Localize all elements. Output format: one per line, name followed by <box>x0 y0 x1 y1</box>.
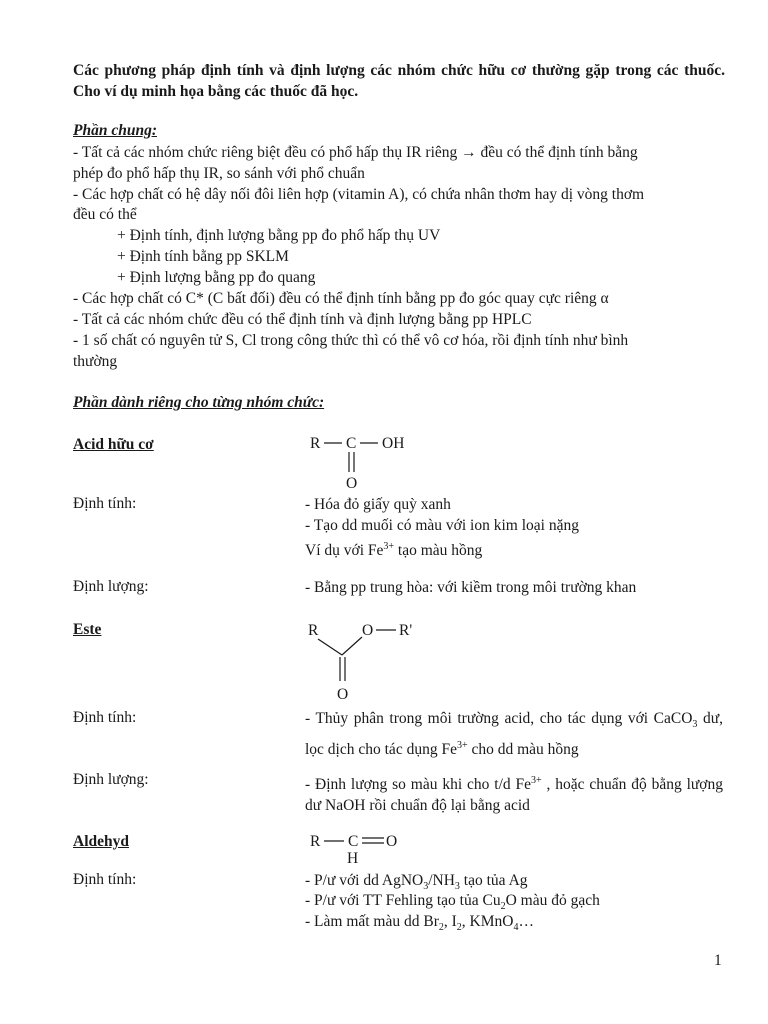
general-line: thường <box>73 353 118 370</box>
ester-section-title: Este <box>73 621 102 638</box>
general-line: + Định lượng bằng pp đo quang <box>117 269 316 286</box>
ester-qual-text: - Thủy phân trong môi trường acid, cho tác dụng với CaCO$_3$ dư, lọc dịch cho tác dụng $Fe^{3+}$ cho dd màu hồng <box>305 710 724 759</box>
specific-heading: Phần dành riêng cho từng nhóm chức: <box>73 394 325 411</box>
general-line: - 1 số chất có nguyên tử S, Cl trong công thức thì có thể vô cơ hóa, rồi định tính như bình <box>73 332 629 349</box>
atom-r: R <box>310 435 321 452</box>
acid-section-title: Acid hữu cơ <box>73 436 154 453</box>
general-line: đều có thể <box>73 206 137 223</box>
general-line: phép đo phổ hấp thụ IR, so sánh với phổ chuẩn <box>73 165 365 182</box>
aldehyd-qual-line: - P/ư với dd $AgNO_3/NH_3$ tạo tủa Ag <box>305 872 528 893</box>
acid-qual-line: - Hóa đỏ giấy quỳ xanh <box>305 496 451 513</box>
general-line: - Các hợp chất có hệ dây nối đôi liên hợp (vitamin A), có chứa nhân thơm hay dị vòng thơm <box>73 186 645 203</box>
aldehyd-qual-line: - Làm mất màu dd $Br_2$, $I_2$, KMnO$_4$… <box>305 913 534 934</box>
general-line: + Định tính bằng pp SKLM <box>117 248 289 265</box>
ester-quant-label: Định lượng: <box>73 771 149 788</box>
atom-r: R <box>308 622 319 639</box>
acid-qual-line: Ví dụ với $Fe^{3+}$ tạo màu hồng <box>305 541 483 560</box>
aldehyd-section-title: Aldehyd <box>73 833 129 850</box>
aldehyde-structure <box>300 828 430 868</box>
atom-r-prime: R' <box>399 622 413 639</box>
atom-h: H <box>347 850 359 867</box>
general-line: + Định tính, định lượng bằng pp đo phổ hấp thụ UV <box>117 227 441 244</box>
atom-o: O <box>346 475 358 492</box>
acid-qual-label: Định tính: <box>73 495 137 512</box>
acid-quant-label: Định lượng: <box>73 578 149 595</box>
general-line: - Tất cả các nhóm chức riêng biệt đều có phổ hấp thụ IR riêng → đều có thể định tính bằng <box>73 144 638 161</box>
atom-o: O <box>386 833 398 850</box>
acid-qual-line: - Tạo dd muối có màu với ion kim loại nặng <box>305 517 579 534</box>
ester-qual-label: Định tính: <box>73 709 137 726</box>
atom-r: R <box>310 833 321 850</box>
ester-structure <box>300 615 430 707</box>
general-heading: Phần chung: <box>73 122 157 139</box>
acid-quant-line: - Bằng pp trung hòa: với kiềm trong môi trường khan <box>305 579 637 596</box>
document-title: Các phương pháp định tính và định lượng các nhóm chức hữu cơ thường gặp trong các thuốc. Cho ví dụ minh họa bằng các thuốc đã học. <box>73 62 725 100</box>
atom-c: C <box>348 833 359 850</box>
general-line: - Tất cả các nhóm chức đều có thể định tính và định lượng bằng pp HPLC <box>73 311 532 328</box>
atom-o: O <box>362 622 374 639</box>
atom-c: C <box>346 435 357 452</box>
atom-oh: OH <box>382 435 405 452</box>
ester-quant-text: - Định lượng so màu khi cho t/d $Fe^{3+}$ , hoặc chuẩn độ bằng lượng dư NaOH rồi chuẩn độ lại bằng acid <box>305 775 723 815</box>
page-number: 1 <box>714 952 722 969</box>
aldehyd-qual-label: Định tính: <box>73 871 137 888</box>
general-line: - Các hợp chất có C* (C bất đối) đều có thể định tính bằng pp đo góc quay cực riêng α <box>73 290 609 307</box>
atom-o: O <box>337 686 349 703</box>
carboxylic-acid-structure <box>300 430 430 492</box>
aldehyd-qual-line: - P/ư với TT Fehling tạo tủa $Cu_2O$ màu đỏ gạch <box>305 892 600 913</box>
